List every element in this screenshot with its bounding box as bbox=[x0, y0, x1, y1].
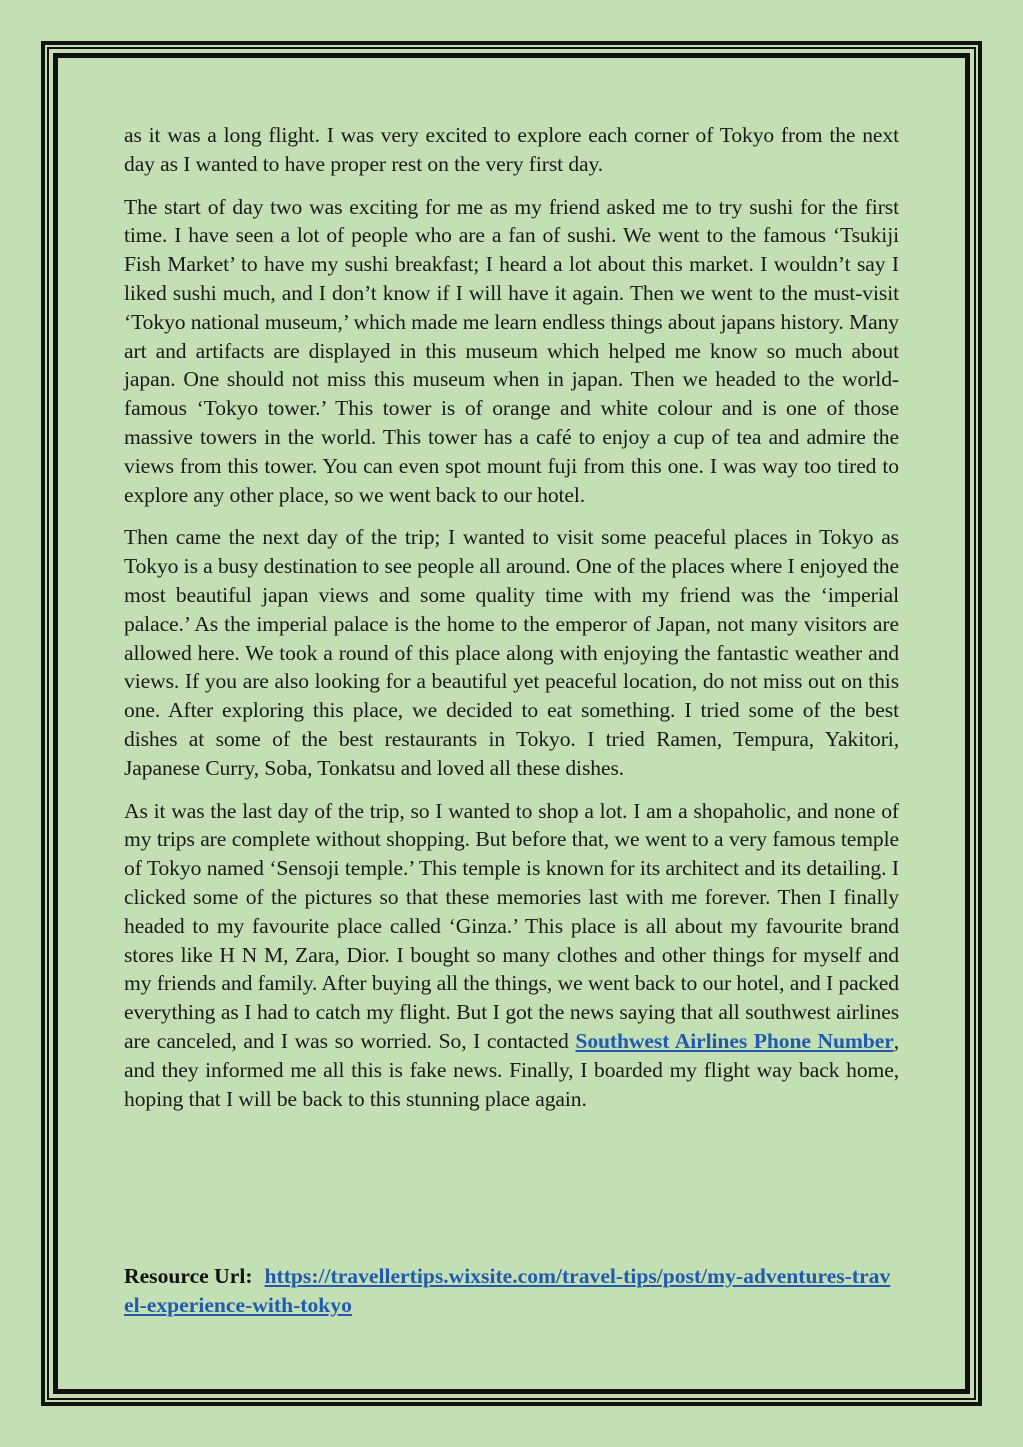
paragraph-2: The start of day two was exciting for me as my friend asked me to try sushi for the first time. I have seen a lot of people who are a fan of sushi. We went to the famous ‘Tsukiji Fish Market’ to have my sushi breakfast; I heard a lot about this market. I wouldn’t say I liked sushi much, and I don’t know if I will have it again. Then we went to the must-visit ‘Tokyo national museum,’ which made me learn endless things about japans history. Many art and artifacts are displayed in this museum which helped me know so much about japan. One should not miss this museum when in japan. Then we headed to the world-famous ‘Tokyo tower.’ This tower is of orange and white colour and is one of those massive towers in the world. This tower has a café to enjoy a cup of tea and admire the views from this tower. You can even spot mount fuji from this one. I was way too tired to explore any other place, so we went back to our hotel. bbox=[124, 194, 899, 507]
resource-url-line bbox=[124, 1262, 899, 1320]
paragraph-1: as it was a long flight. I was very excited to explore each corner of Tokyo from the next day as I wanted to have proper rest on the very first day. bbox=[124, 123, 899, 176]
paragraph-4-text-after-link: , and they informed me all this is fake news. Finally, I boarded my flight way back home, hoping that I will be back to this stunning place again. bbox=[124, 1028, 899, 1111]
resource-url-link[interactable]: https://travellertips.wixsite.com/travel-tips/post/my-adventures-travel-experience-with-tokyo bbox=[124, 1264, 891, 1317]
paragraph-4-text-before-link: As it was the last day of the trip, so I wanted to shop a lot. I am a shopaholic, and none of my trips are complete without shopping. But before that, we went to a very famous temple of Tokyo named ‘Sensoji temple.’ This temple is known for its architect and its detailing. I clicked some of the pictures so that these memories last with me forever. Then I finally headed to my favourite place called ‘Ginza.’ This place is all about my favourite brand stores like H N M, Zara, Dior. I bought so many clothes and other things for myself and my friends and family. After buying all the things, we went back to our hotel, and I packed everything as I had to catch my flight. But I got the news saying that all southwest airlines are canceled, and I was so worried. So, I contacted bbox=[124, 798, 899, 1053]
article-body bbox=[124, 121, 899, 1127]
paragraph-3: Then came the next day of the trip; I wanted to visit some peaceful places in Tokyo as Tokyo is a busy destination to see people all around. One of the places where I enjoyed the most beautiful japan views and some quality time with my friend was the ‘imperial palace.’ As the imperial palace is the home to the emperor of Japan, not many visitors are allowed here. We took a round of this place along with enjoying the fantastic weather and views. If you are also looking for a beautiful yet peaceful location, do not miss out on this one. After exploring this place, we decided to eat something. I tried some of the best dishes at some of the best restaurants in Tokyo. I tried Ramen, Tempura, Yakitori, Japanese Curry, Soba, Tonkatsu and loved all these dishes. bbox=[124, 525, 899, 780]
southwest-phone-link[interactable]: Southwest Airlines Phone Number bbox=[575, 1028, 894, 1053]
paragraph-4 bbox=[124, 797, 899, 1114]
resource-url-label: Resource Url: bbox=[124, 1264, 253, 1288]
